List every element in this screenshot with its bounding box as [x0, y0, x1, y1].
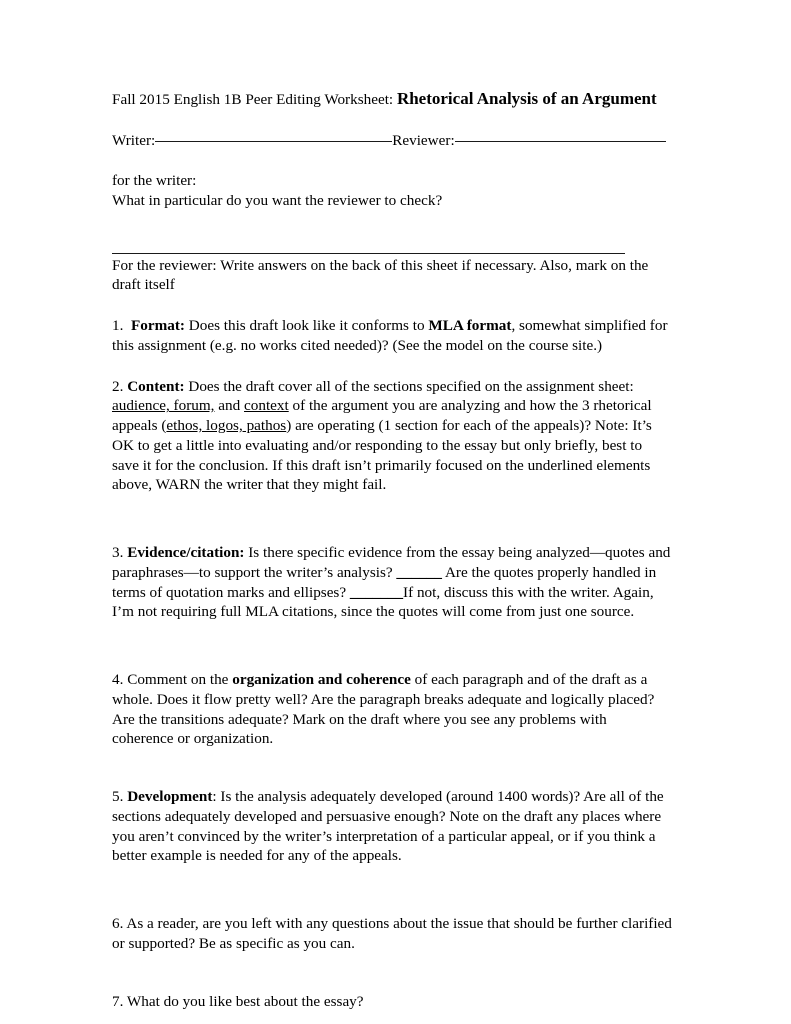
- item-3-number: 3.: [112, 544, 124, 562]
- item-1-emphasis: MLA format: [428, 317, 512, 335]
- item-3-text-2: Are the quotes properly handled in terms of quotation marks and ellipses?: [112, 563, 657, 601]
- item-6-number: 6.: [112, 915, 124, 933]
- item-1-label: Format:: [130, 317, 185, 335]
- item-6-text-1: As a reader, are you left with any questions about the issue that should be further clarified or supported? Be as specific as you can.: [112, 915, 672, 952]
- item-7-text-1: What do you like best about the essay?: [123, 992, 364, 1010]
- answer-divider-rule: [112, 253, 625, 254]
- item-3-blank-2[interactable]: _______: [349, 583, 404, 601]
- reviewer-input-blank[interactable]: [455, 141, 666, 142]
- item-4-text-1: Comment on the: [123, 671, 233, 689]
- item-2-underlined-3: ethos, logos, pathos: [166, 417, 287, 435]
- writer-label: Writer:: [112, 131, 156, 149]
- reviewer-note: For the reviewer: Write answers on the back of this sheet if necessary. Also, mark on the draft itself: [112, 256, 649, 294]
- item-5-text-1: : Is the analysis adequately developed (around 1400 words)? Are all of the sections adequately developed and persuasive enough? Note on the draft any places where you aren’t convinced by the writer’s interpretation of a particular appeal, or if you think a better example is needed for any of the appeals.: [112, 788, 664, 865]
- item-2-text-2: and: [214, 397, 245, 415]
- item-1-number: 1.: [112, 317, 124, 335]
- item-7: [112, 992, 672, 1012]
- item-2-text-4: ) are operating (1 section for each of the appeals)? Note: It’s OK to get a little into evaluating and/or responding to the essay but only briefly, best to save it for the conclusion. If this draft isn’t primarily focused on the underlined elements above, WARN the writer that they might fail.: [112, 417, 652, 494]
- item-5: [112, 787, 672, 866]
- item-1: [112, 316, 672, 356]
- writer-input-blank[interactable]: [155, 141, 392, 142]
- item-4-number: 4.: [112, 671, 124, 689]
- title-main: Rhetorical Analysis of an Argument: [396, 89, 657, 108]
- item-3-text-1: Is there specific evidence from the essay being analyzed—quotes and paraphrases—to support the writer’s analysis?: [112, 544, 671, 581]
- item-4: [112, 670, 672, 749]
- item-4-emphasis: organization and coherence: [232, 671, 411, 689]
- item-3-text-3: If not, discuss this with the writer. Again, I’m not requiring full MLA citations, since the quotes will come from just one source.: [112, 583, 654, 621]
- document-body: [112, 88, 672, 1011]
- item-4-text-2: of each paragraph and of the draft as a whole. Does it flow pretty well? Are the paragraph breaks adequate and logically placed? Are the transitions adequate? Mark on the draft where you see any problems with coherence or organization.: [112, 671, 655, 748]
- item-5-label: Development: [127, 788, 213, 806]
- item-5-number: 5.: [112, 788, 124, 806]
- item-2-number: 2.: [112, 377, 124, 395]
- writer-reviewer-line: [112, 131, 672, 150]
- item-2-underlined-2: context: [244, 397, 289, 415]
- item-2: [112, 377, 672, 496]
- item-2-text-1: Does the draft cover all of the sections specified on the assignment sheet:: [184, 377, 634, 395]
- item-3: [112, 543, 672, 622]
- page-title: [112, 88, 672, 110]
- item-3-blank-1[interactable]: ______: [396, 563, 442, 581]
- title-prefix: Fall 2015 English 1B Peer Editing Worksheet:: [112, 91, 397, 108]
- reviewer-label: Reviewer:: [392, 131, 455, 149]
- writer-section-heading: for the writer:: [112, 172, 197, 190]
- item-2-label: Content:: [127, 377, 185, 395]
- item-7-number: 7.: [112, 992, 124, 1010]
- item-1-text-2: , somewhat simplified for this assignment (e.g. no works cited needed)? (See the model on the course site.): [112, 317, 668, 354]
- item-2-underlined-1: audience, forum,: [112, 397, 215, 415]
- item-2-text-3: of the argument you are analyzing and how the 3 rhetorical appeals (: [112, 397, 652, 435]
- item-3-label: Evidence/citation:: [127, 544, 245, 562]
- writer-section-prompt: What in particular do you want the reviewer to check?: [112, 191, 443, 209]
- item-6: [112, 914, 672, 954]
- item-1-text-1: Does this draft look like it conforms to: [184, 317, 429, 335]
